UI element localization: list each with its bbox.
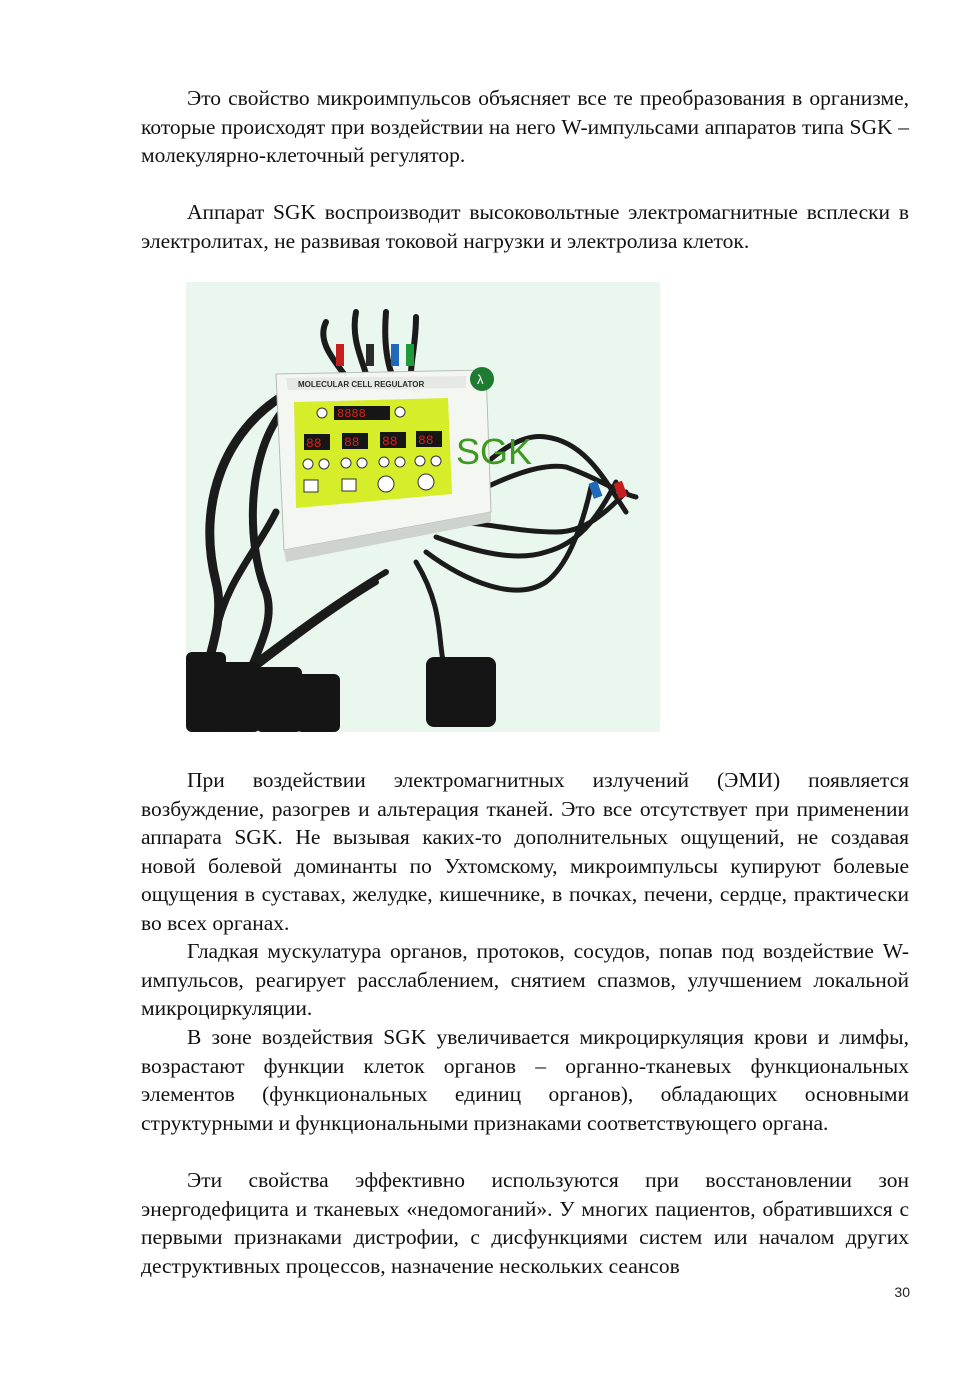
brand-text: SGK [456,431,533,472]
page-number: 30 [894,1284,910,1300]
device-label: MOLECULAR CELL REGULATOR [298,380,425,389]
display-2: 88 [344,435,360,450]
paragraph-4: Гладкая мускулатура органов, протоков, сосудов, попав под воздействие W-импульсов, реагирует расслаблением, снятием спазмов, улучшением локальной микроциркуляции. [141,939,909,1021]
display-1: 88 [306,436,322,451]
display-4: 88 [418,433,434,448]
display-3: 88 [382,434,398,449]
paragraph-5: В зоне воздействия SGK увеличивается микроциркуляция крови и лимфы, возрастают функции клеток органов – органно-тканевых функциональных элементов (функциональных единиц органов), обладающих основными структурными и функциональными признаками соответствующего органа. [141,1025,909,1135]
top-display: 8888 [337,407,366,421]
paragraph-6: Эти свойства эффективно используются при восстановлении зон энергодефицита и тканевых «недомоганий». У многих пациентов, обратившихся с первыми признаками дистрофии, с дисфункциями систем или началом других деструктивных процессов, назначение нескольких сеансов [141,1168,909,1278]
device-photo [186,282,660,732]
logo-mark: λ [477,372,484,387]
paragraph-1: Это свойство микроимпульсов объясняет все те преобразования в организме, которые происходят при воздействии на него W-импульсами аппаратов типа SGK – молекулярно-клеточный регулятор. [141,86,909,168]
paragraph-2: Аппарат SGK воспроизводит высоковольтные электромагнитные всплески в электролитах, не развивая токовой нагрузки и электролиза клеток. [141,200,909,253]
paragraph-3: При воздействии электромагнитных излучений (ЭМИ) появляется возбуждение, разогрев и альтерация тканей. Это все отсутствует при применении аппарата SGK. Не вызывая каких-то дополнительных ощущений, не создавая новой болевой доминанты по Ухтомскому, микроимпульсы купируют болевые ощущения в суставах, желудке, кишечнике, в почках, печени, сердце, практически во всех органах. [141,768,909,935]
